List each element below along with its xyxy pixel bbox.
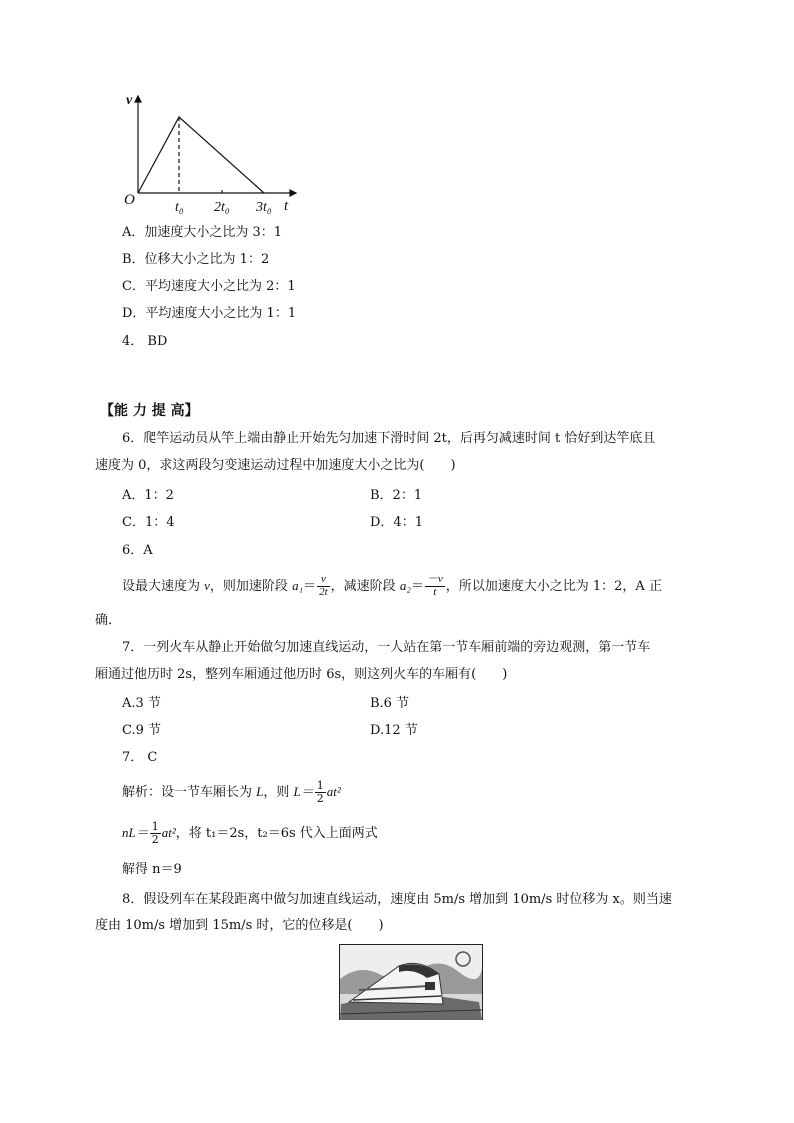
- q6-sol-v: v: [204, 578, 210, 593]
- q6-frac1-den: 2t: [319, 586, 328, 598]
- q6-solution-line2: 确．: [95, 613, 122, 628]
- train-photo: [339, 944, 483, 1020]
- tick-label-3t0: 3t₀: [256, 200, 272, 215]
- q7-half-num-1: 1: [316, 779, 324, 793]
- q7-at2-1: at²: [326, 784, 341, 799]
- q4-option-b: B．位移大小之比为 1：2: [122, 252, 270, 267]
- q6-option-d: D．4：1: [370, 515, 423, 530]
- q6-solution-line1: [122, 568, 662, 605]
- x-axis-arrow: [290, 190, 296, 196]
- q7-option-b: B.6 节: [370, 696, 410, 711]
- q7-analysis-line2: [122, 817, 378, 850]
- velocity-line: [138, 117, 264, 193]
- q7-half-den-1: 2: [316, 792, 324, 805]
- q7-option-d: D.12 节: [370, 723, 418, 738]
- q7-stem-line1: 7．一列火车从静止开始做匀加速直线运动，一人站在第一节车厢前端的旁边观测，第一节车: [122, 640, 651, 655]
- q6-option-a: A．1：2: [122, 488, 174, 503]
- q4-answer: 4． BD: [122, 334, 168, 349]
- tick-label-2t0: 2t₀: [214, 200, 230, 215]
- q6-frac2-den: t: [433, 586, 437, 598]
- y-axis-arrow: [135, 96, 141, 102]
- q4-option-d: D．平均速度大小之比为 1：1: [122, 306, 297, 321]
- x-axis-label: t: [284, 198, 289, 214]
- q6-answer: 6．A: [122, 543, 153, 558]
- q7-analysis-text: 解析：设一节车厢长为: [122, 785, 257, 800]
- q6-sol-a1: a₁: [292, 578, 304, 593]
- q7-answer: 7． C: [122, 750, 158, 765]
- q7-half-num-2: 1: [151, 820, 159, 834]
- q7-result: 解得 n＝9: [122, 862, 182, 877]
- q7-half-den-2: 2: [151, 833, 159, 846]
- y-axis-label: v: [126, 93, 133, 108]
- q6-sol-fraction1: [317, 574, 330, 598]
- q8-stem-line2: 度由 10m/s 增加到 15m/s 时，它的位移是( ): [95, 918, 384, 933]
- q6-frac1-num: v: [317, 574, 330, 587]
- origin-label: O: [124, 192, 135, 208]
- q6-stem-line1: 6．爬竿运动员从竿上端由静止开始先匀加速下滑时间 2t，后再匀减速时间 t 恰好到达竿底且: [122, 431, 656, 446]
- q4-option-c: C．平均速度大小之比为 2：1: [122, 279, 296, 294]
- q7-half-fraction-2: [150, 821, 161, 845]
- velocity-time-graph: [118, 90, 308, 220]
- q6-frac2-num: －v: [426, 573, 443, 586]
- q8-stem-line1: 8．假设列车在某段距离中做匀加速直线运动，速度由 5m/s 增加到 10m/s 时位移为 x。则当速: [122, 892, 672, 907]
- q6-option-b: B．2：1: [370, 488, 423, 503]
- q7-analysis-then: ，则: [263, 785, 294, 800]
- section-title: 【能 力 提 高】: [100, 403, 199, 419]
- tick-label-t0: t₀: [175, 200, 184, 215]
- q7-analysis-line1: [122, 776, 341, 809]
- q7-option-a: A.3 节: [122, 696, 161, 711]
- q6-sol-text4: ，所以加速度大小之比为 1：2，A 正: [445, 579, 662, 594]
- q7-eq2-nL: nL＝: [122, 825, 149, 840]
- q7-half-fraction-1: [315, 780, 326, 804]
- q7-at2-2: at²: [161, 825, 176, 840]
- q6-sol-text1: 设最大速度为: [122, 579, 205, 594]
- q6-sol-eq2: ＝: [410, 579, 424, 594]
- q6-sol-eq1: ＝: [303, 579, 317, 594]
- q6-sol-fraction2: [425, 574, 445, 598]
- q6-sol-text2: ，则加速阶段: [209, 579, 293, 594]
- q7-stem-line2: 厢通过他历时 2s，整列车厢通过他历时 6s，则这列火车的车厢有( ): [95, 667, 508, 682]
- q6-sol-text3: ，减速阶段: [330, 579, 400, 594]
- q7-eq2-text: ，将 t₁＝2s，t₂＝6s 代入上面两式: [175, 826, 378, 841]
- q7-analysis-L-eq: L＝: [293, 784, 314, 799]
- q7-option-c: C.9 节: [122, 723, 162, 738]
- q6-option-c: C．1：4: [122, 515, 175, 530]
- q6-sol-a2: a₂: [399, 578, 411, 593]
- q6-stem-line2: 速度为 0，求这两段匀变速运动过程中加速度大小之比为( ): [95, 458, 456, 473]
- q4-option-a: A．加速度大小之比为 3：1: [122, 225, 283, 240]
- q7-analysis-L: L: [256, 784, 264, 799]
